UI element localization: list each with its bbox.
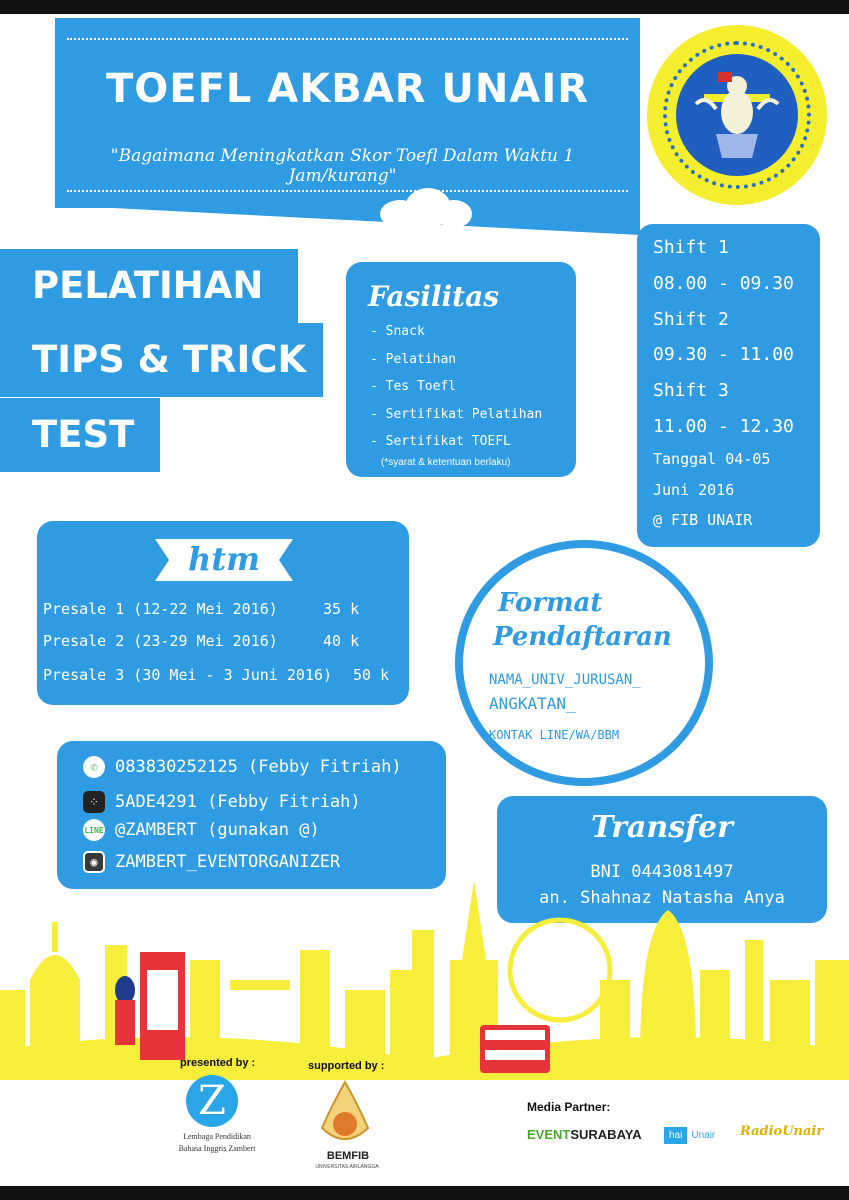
- eventsurabaya-logo-part-2: SURABAYA: [570, 1127, 642, 1142]
- hai-logo-mark: hai: [664, 1127, 687, 1144]
- bemfib-name: BEMFIB: [326, 1150, 370, 1162]
- zambert-caption-1: Lembaga Pendidikan: [183, 1132, 251, 1141]
- guard-icon: [115, 976, 135, 1045]
- university-seal-logo: [644, 22, 830, 208]
- instagram-icon: ◉: [83, 851, 105, 873]
- event-date-line-1: Tanggal 04-05: [653, 450, 771, 468]
- bank-account: BNI 0443081497: [590, 862, 734, 882]
- eventsurabaya-logo: [527, 1127, 642, 1142]
- presented-by-label: presented by :: [180, 1057, 256, 1069]
- double-decker-bus-icon: [480, 1025, 550, 1073]
- banner-dotted-line-bottom: [67, 190, 628, 192]
- line-app-icon: LINE: [83, 819, 105, 841]
- transfer-title: Transfer: [591, 810, 733, 845]
- price-value: 35 k: [323, 600, 360, 618]
- price-label: Presale 3 (30 Mei - 3 Juni 2016): [43, 666, 332, 684]
- zambert-caption-2: Bahasa Inggris Zambert: [178, 1144, 256, 1153]
- list-item: - Snack: [370, 324, 425, 339]
- list-item: - Pelatihan: [370, 351, 457, 367]
- price-row: [43, 632, 360, 650]
- shift-2-time: 09.30 - 11.00: [653, 344, 794, 365]
- shift-2-label: Shift 2: [653, 309, 729, 330]
- instagram-handle[interactable]: ZAMBERT_EVENTORGANIZER: [115, 852, 341, 872]
- label-test: TEST: [0, 398, 160, 472]
- fasilitas-card: [346, 262, 576, 477]
- format-line-1: NAMA_UNIV_JURUSAN_: [489, 672, 641, 688]
- event-title: TOEFL AKBAR UNAIR: [105, 66, 590, 112]
- contact-bbm: [83, 789, 361, 815]
- bbm-icon: ⁘: [83, 791, 105, 813]
- htm-title-ribbon: [155, 539, 293, 581]
- shift-3-time: 11.00 - 12.30: [653, 416, 794, 437]
- price-value: 50 k: [353, 666, 390, 684]
- event-date-line-2: Juni 2016: [653, 481, 735, 499]
- banner-slant: [55, 205, 640, 235]
- list-item: - Sertifikat Pelatihan: [370, 406, 543, 422]
- london-skyline-illustration: [0, 850, 849, 1080]
- format-line-2: ANGKATAN_: [489, 694, 576, 713]
- terms-note: (*syarat & ketentuan berlaku): [381, 457, 511, 468]
- bemfib-logo: [318, 1080, 372, 1150]
- top-black-bar: [0, 0, 849, 14]
- bemfib-subtitle: UNIVERSITAS AIRLANGGA: [315, 1164, 379, 1170]
- fasilitas-list: [370, 324, 542, 462]
- banner-dotted-line-top: [67, 38, 628, 40]
- format-title: Format: [498, 588, 603, 618]
- event-venue: @ FIB UNAIR: [653, 511, 753, 529]
- event-tagline: "Bagaimana Meningkatkan Skor Toefl Dalam Waktu 1 Jam/kurang": [110, 146, 575, 186]
- shift-1-time: 08.00 - 09.30: [653, 273, 794, 294]
- hai-unair-logo: [664, 1124, 715, 1146]
- format-line-3: KONTAK LINE/WA/BBM: [489, 728, 620, 742]
- shift-3-label: Shift 3: [653, 380, 729, 401]
- account-holder: an. Shahnaz Natasha Anya: [539, 888, 785, 908]
- radio-unair-logo: RadioUnair: [740, 1124, 824, 1139]
- hai-logo-text: Unair: [691, 1129, 716, 1141]
- contact-whatsapp: [83, 754, 402, 780]
- price-label: Presale 1 (12-22 Mei 2016): [43, 600, 278, 618]
- price-value: 40 k: [323, 632, 360, 650]
- whatsapp-icon: ✆: [83, 756, 105, 778]
- phone-box-icon: [140, 952, 185, 1060]
- media-partner-label: Media Partner:: [527, 1100, 611, 1114]
- price-row: [43, 666, 390, 684]
- bbm-pin[interactable]: 5ADE4291 (Febby Fitriah): [115, 792, 361, 812]
- shift-1-label: Shift 1: [653, 237, 729, 258]
- label-pelatihan: PELATIHAN: [0, 249, 298, 323]
- cloud-icon: [436, 200, 472, 228]
- eventsurabaya-logo-part-1: EVENT: [527, 1127, 571, 1142]
- seal-emblem: [673, 51, 801, 179]
- schedule-card: [637, 224, 820, 547]
- registration-format-circle: [455, 540, 713, 786]
- bottom-black-bar: [0, 1186, 849, 1200]
- htm-price-card: [37, 521, 409, 705]
- garuda-figure-icon: [676, 54, 798, 176]
- list-item: - Tes Toefl: [370, 379, 457, 394]
- zambert-logo: Z: [186, 1075, 238, 1127]
- line-id[interactable]: @ZAMBERT (gunakan @): [115, 820, 320, 840]
- htm-title: htm: [188, 540, 260, 578]
- contact-line: [83, 817, 320, 843]
- supported-by-label: supported by :: [308, 1060, 385, 1072]
- format-title-2: Pendaftaran: [493, 622, 672, 652]
- price-row: [43, 600, 360, 618]
- fasilitas-title: Fasilitas: [368, 280, 500, 313]
- whatsapp-number[interactable]: 083830252125 (Febby Fitriah): [115, 757, 402, 777]
- label-tips-trick: TIPS & TRICK: [0, 323, 323, 397]
- price-label: Presale 2 (23-29 Mei 2016): [43, 632, 278, 650]
- list-item: - Sertifikat TOEFL: [370, 434, 511, 449]
- header-banner: [55, 18, 640, 208]
